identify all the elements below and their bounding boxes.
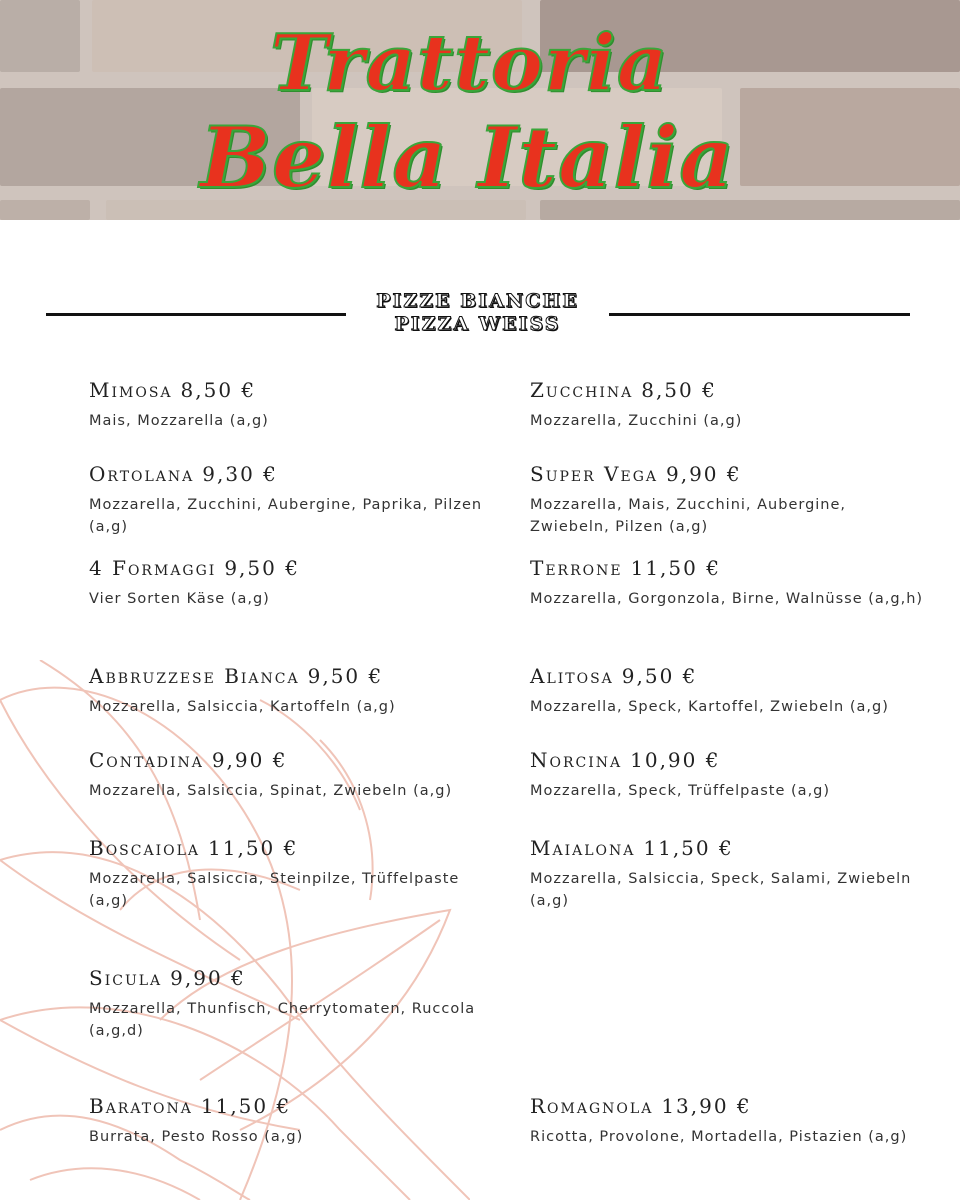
menu-item-name: 4 Formaggi [89,556,217,580]
menu-item [530,556,930,610]
menu-item [89,378,489,432]
menu-item-price: 9,30 € [202,462,278,486]
menu-item [530,462,930,538]
menu-item-description: Mozzarella, Speck, Kartoffel, Zwiebeln (a,g) [530,699,889,715]
section-subtitle: PIZZA WEISS [394,313,561,335]
brick [0,0,80,72]
menu-item-name: Ortolana [89,462,195,486]
menu-item-heading [530,1094,930,1118]
menu-item [530,836,930,912]
menu-item-price: 9,50 € [307,664,384,688]
menu-item-price: 9,90 € [666,462,742,486]
divider-left [46,313,346,316]
menu-item-name: Boscaiola [89,836,201,860]
menu-item [530,664,930,718]
menu-item-description: Mozzarella, Salsiccia, Steinpilze, Trüffelpaste (a,g) [89,871,460,909]
menu-item-description: Burrata, Pesto Rosso (a,g) [89,1129,304,1145]
menu-item-description: Mozzarella, Salsiccia, Spinat, Zwiebeln (a,g) [89,783,453,799]
restaurant-title-line2: Bella Italia [200,108,735,207]
menu-item [530,378,930,432]
menu-item-heading [530,664,930,688]
menu-item-name: Baratona [89,1094,193,1118]
menu-item [89,748,489,802]
brick [0,200,90,220]
section-header [46,290,910,338]
menu-item-price: 11,50 € [200,1094,292,1118]
menu-item-name: Zucchina [530,378,634,402]
menu-item-price: 10,90 € [630,748,721,772]
menu-item-description: Mozzarella, Gorgonzola, Birne, Walnüsse (a,g,h) [530,591,924,607]
menu-item-description: Mais, Mozzarella (a,g) [89,413,269,429]
menu-item-price: 9,90 € [211,748,288,772]
menu-item-price: 11,50 € [208,836,299,860]
menu-item [530,748,930,802]
menu-item-name: Terrone [530,556,623,580]
restaurant-title-line1: Trattoria [270,18,669,109]
menu-item-heading [530,748,930,772]
menu-item-description: Mozzarella, Thunfisch, Cherrytomaten, Ruccola (a,g,d) [89,1001,476,1039]
menu-item-price: 13,90 € [661,1094,752,1118]
menu-item-price: 11,50 € [630,556,721,580]
menu-item-price: 8,50 € [641,378,717,402]
brick-wall-banner [0,0,960,220]
menu-item-heading [89,836,489,860]
brick [740,88,960,186]
menu-item-heading [89,664,489,688]
menu-item-heading [89,462,489,486]
menu-item-name: Abbruzzese Bianca [89,664,300,688]
menu-item-name: Mimosa [89,378,173,402]
menu-item-heading [89,556,489,580]
menu-item-name: Maialona [530,836,636,860]
section-title: PIZZE BIANCHE [376,290,579,312]
menu-item-description: Mozzarella, Speck, Trüffelpaste (a,g) [530,783,831,799]
menu-item [89,664,489,718]
menu-item-heading [530,836,930,860]
menu-item-description: Mozzarella, Salsiccia, Speck, Salami, Zwiebeln (a,g) [530,871,912,909]
menu-item-heading [89,1094,489,1118]
menu-item-heading [89,966,489,990]
menu-item-name: Romagnola [530,1094,654,1118]
menu-item-name: Norcina [530,748,623,772]
menu-item-description: Mozzarella, Salsiccia, Kartoffeln (a,g) [89,699,396,715]
menu-item-heading [89,378,489,402]
menu-item-name: Sicula [89,966,163,990]
menu-item-description: Ricotta, Provolone, Mortadella, Pistazien (a,g) [530,1129,908,1145]
menu-item [89,462,489,538]
menu-item-price: 9,50 € [621,664,698,688]
menu-item-description: Mozzarella, Zucchini (a,g) [530,413,743,429]
menu-item-name: Super Vega [530,462,658,486]
menu-item-price: 11,50 € [643,836,734,860]
menu-item [89,836,489,912]
menu-item [89,556,489,610]
menu-item [89,966,489,1042]
menu-item-name: Alitosa [530,664,614,688]
menu-item-description: Mozzarella, Zucchini, Aubergine, Paprika, Pilzen (a,g) [89,497,483,535]
menu-item-heading [89,748,489,772]
menu-item-price: 9,90 € [170,966,246,990]
menu-item-heading [530,556,930,580]
menu-item-heading [530,378,930,402]
menu-item-name: Contadina [89,748,204,772]
menu-item-description: Vier Sorten Käse (a,g) [89,591,270,607]
divider-right [609,313,910,316]
menu-item [530,1094,930,1148]
menu-item-price: 9,50 € [224,556,300,580]
menu-item-price: 8,50 € [180,378,257,402]
menu-item [89,1094,489,1148]
menu-item-heading [530,462,930,486]
menu-item-description: Mozzarella, Mais, Zucchini, Aubergine, Zwiebeln, Pilzen (a,g) [530,497,847,535]
